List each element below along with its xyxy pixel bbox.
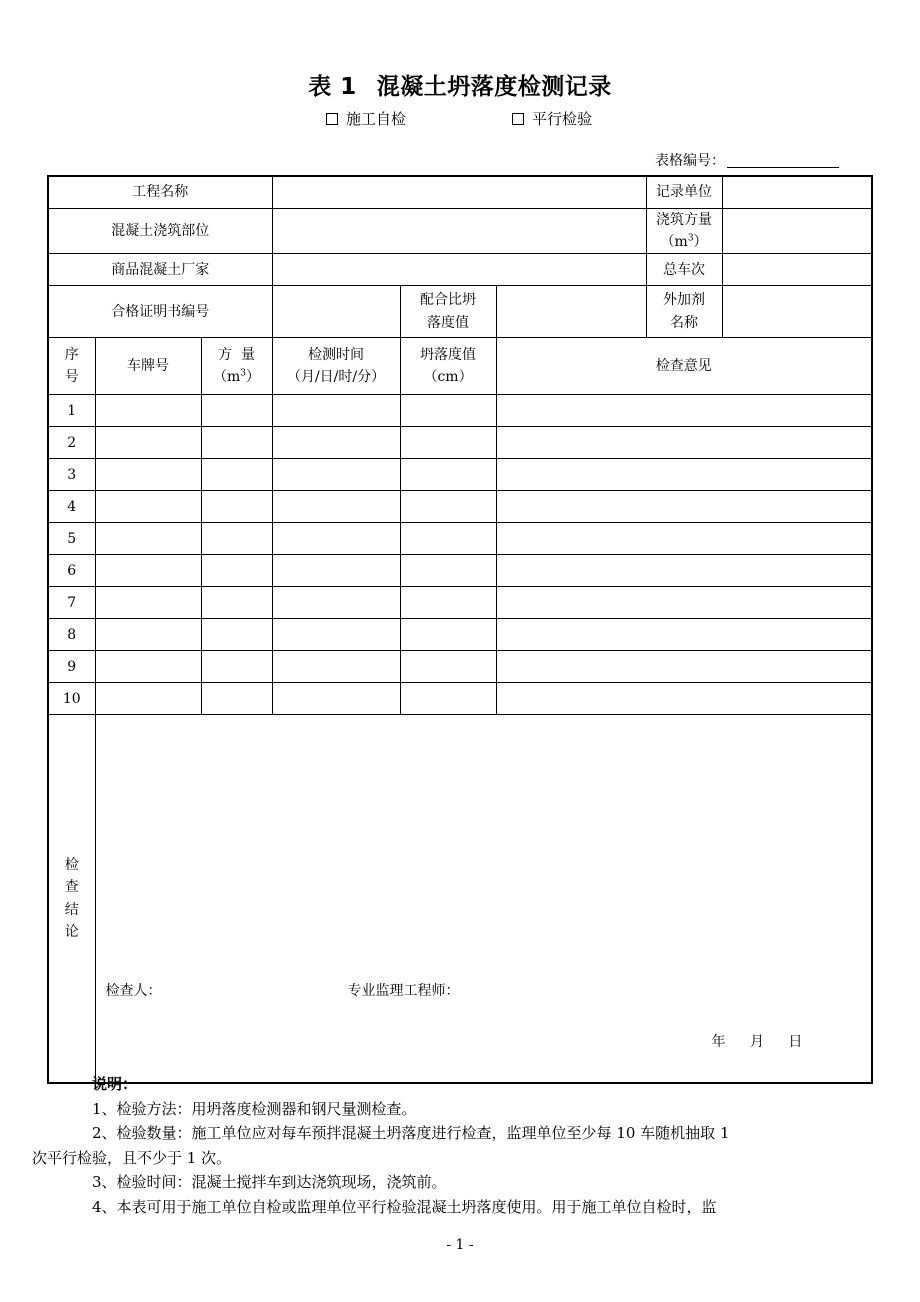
volume-cell[interactable] <box>201 619 272 651</box>
slump-cell[interactable] <box>400 587 496 619</box>
col-slump-line2: （cm） <box>423 369 473 386</box>
conclusion-label-char: 检 <box>64 856 79 873</box>
col-seq-line1: 序 <box>64 346 79 363</box>
row-number: 7 <box>48 587 95 619</box>
pour-volume-text: 浇筑方量（m <box>656 211 713 250</box>
pour-volume-field[interactable] <box>722 208 872 254</box>
table-row <box>48 683 872 715</box>
supervisor-label: 专业监理工程师： <box>347 983 460 1000</box>
col-plate: 车牌号 <box>95 338 201 395</box>
notes-section <box>32 1072 868 1219</box>
plate-cell[interactable] <box>95 427 201 459</box>
conclusion-label-char: 查 <box>64 879 79 896</box>
project-name-field[interactable] <box>272 176 646 208</box>
record-unit-label: 记录单位 <box>646 176 722 208</box>
col-slump <box>400 338 496 395</box>
time-cell[interactable] <box>272 683 400 715</box>
record-unit-field[interactable] <box>722 176 872 208</box>
table-name: 混凝土坍落度检测记录 <box>376 74 612 100</box>
volume-cell[interactable] <box>201 651 272 683</box>
mix-slump-line1: 配合比坍 <box>420 292 477 309</box>
table-row <box>48 491 872 523</box>
row-number: 1 <box>48 395 95 427</box>
opinion-cell[interactable] <box>496 651 872 683</box>
col-seq <box>48 338 95 395</box>
plate-cell[interactable] <box>95 587 201 619</box>
volume-cell[interactable] <box>201 587 272 619</box>
row-number: 9 <box>48 651 95 683</box>
volume-cell[interactable] <box>201 523 272 555</box>
plate-cell[interactable] <box>95 651 201 683</box>
row-number: 10 <box>48 683 95 715</box>
table-row <box>48 427 872 459</box>
admixture-line2: 名称 <box>670 314 699 331</box>
slump-cell[interactable] <box>400 523 496 555</box>
slump-cell[interactable] <box>400 619 496 651</box>
mix-slump-label <box>400 286 496 338</box>
document-title <box>0 68 920 101</box>
pour-location-field[interactable] <box>272 208 646 254</box>
pour-volume-end: ） <box>693 233 708 250</box>
col-volume-sup: 3 <box>240 368 247 379</box>
header-row-certificate <box>48 286 872 338</box>
slump-cell[interactable] <box>400 491 496 523</box>
opinion-cell[interactable] <box>496 619 872 651</box>
col-time <box>272 338 400 395</box>
table-number: 表 1 <box>308 74 357 100</box>
conclusion-label-char: 结 <box>64 901 79 918</box>
certificate-no-label: 合格证明书编号 <box>48 286 272 338</box>
total-trips-field[interactable] <box>722 254 872 286</box>
certificate-no-field[interactable] <box>272 286 400 338</box>
time-cell[interactable] <box>272 395 400 427</box>
inspector-label: 检查人： <box>105 983 162 1000</box>
plate-cell[interactable] <box>95 523 201 555</box>
col-volume-line2 <box>202 366 272 388</box>
table-row <box>48 459 872 491</box>
date-label: 年 月 日 <box>711 1034 803 1051</box>
conclusion-row <box>48 715 872 1083</box>
time-cell[interactable] <box>272 587 400 619</box>
plate-cell[interactable] <box>95 395 201 427</box>
pour-location-label: 混凝土浇筑部位 <box>48 208 272 254</box>
slump-cell[interactable] <box>400 459 496 491</box>
row-number: 4 <box>48 491 95 523</box>
conclusion-field[interactable] <box>95 715 872 1083</box>
note-item: 4、本表可用于施工单位自检或监理单位平行检验混凝土坍落度使用。用于施工单位自检时，监 <box>92 1197 717 1216</box>
col-opinion: 检查意见 <box>496 338 872 395</box>
table-row <box>48 619 872 651</box>
form-number <box>655 150 839 170</box>
conclusion-label <box>48 715 95 1083</box>
col-volume-unit: （m <box>213 369 241 386</box>
row-number: 3 <box>48 459 95 491</box>
opinion-cell[interactable] <box>496 555 872 587</box>
admixture-field[interactable] <box>722 286 872 338</box>
supplier-field[interactable] <box>272 254 646 286</box>
slump-cell[interactable] <box>400 427 496 459</box>
opinion-cell[interactable] <box>496 459 872 491</box>
volume-cell[interactable] <box>201 427 272 459</box>
slump-cell[interactable] <box>400 555 496 587</box>
col-seq-line2: 号 <box>64 369 79 386</box>
notes-heading: 说明： <box>92 1075 138 1093</box>
checkbox-label: 平行检验 <box>532 110 593 128</box>
volume-cell[interactable] <box>201 459 272 491</box>
slump-cell[interactable] <box>400 395 496 427</box>
plate-cell[interactable] <box>95 491 201 523</box>
header-row-location <box>48 208 872 254</box>
row-number: 2 <box>48 427 95 459</box>
opinion-cell[interactable] <box>496 587 872 619</box>
col-volume <box>201 338 272 395</box>
table-row <box>48 587 872 619</box>
time-cell[interactable] <box>272 523 400 555</box>
volume-cell[interactable] <box>201 395 272 427</box>
project-name-label: 工程名称 <box>48 176 272 208</box>
page-number: - 1 - <box>446 1237 474 1253</box>
form-number-label: 表格编号： <box>655 153 725 169</box>
slump-cell[interactable] <box>400 651 496 683</box>
opinion-cell[interactable] <box>496 523 872 555</box>
mix-slump-field[interactable] <box>496 286 646 338</box>
admixture-line1: 外加剂 <box>663 292 706 309</box>
pour-volume-label <box>646 208 722 254</box>
plate-cell[interactable] <box>95 459 201 491</box>
conclusion-label-char: 论 <box>64 923 79 940</box>
opinion-cell[interactable] <box>496 491 872 523</box>
volume-cell[interactable] <box>201 555 272 587</box>
opinion-cell[interactable] <box>496 683 872 715</box>
admixture-label <box>646 286 722 338</box>
col-volume-end: ） <box>246 369 261 386</box>
volume-cell[interactable] <box>201 683 272 715</box>
header-row-supplier <box>48 254 872 286</box>
note-item: 2、检验数量：施工单位应对每车预拌混凝土坍落度进行检查，监理单位至少每 10 车随机抽取 1 <box>92 1124 730 1142</box>
table-row <box>48 523 872 555</box>
row-number: 5 <box>48 523 95 555</box>
plate-cell[interactable] <box>95 619 201 651</box>
table-row <box>48 555 872 587</box>
note-item-continuation: 次平行检验，且不少于 1 次。 <box>32 1148 232 1167</box>
note-item: 3、检验时间：混凝土搅拌车到达浇筑现场，浇筑前。 <box>92 1173 447 1191</box>
checkbox-square-icon[interactable] <box>326 113 338 125</box>
table-row <box>48 395 872 427</box>
total-trips-label: 总车次 <box>646 254 722 286</box>
time-cell[interactable] <box>272 427 400 459</box>
row-number: 6 <box>48 555 95 587</box>
col-time-line1: 检测时间 <box>308 346 365 363</box>
row-number: 8 <box>48 619 95 651</box>
time-cell[interactable] <box>272 459 400 491</box>
table-row <box>48 651 872 683</box>
checkbox-square-icon[interactable] <box>512 113 524 125</box>
time-cell[interactable] <box>272 651 400 683</box>
checkbox-label: 施工自检 <box>346 110 407 128</box>
opinion-cell[interactable] <box>496 395 872 427</box>
checkbox-parallel-inspection[interactable] <box>512 108 592 129</box>
col-slump-line1: 坍落度值 <box>420 346 477 363</box>
note-item: 1、检验方法：用坍落度检测器和钢尺量测检查。 <box>92 1099 417 1118</box>
time-cell[interactable] <box>272 619 400 651</box>
checkbox-self-inspection[interactable] <box>326 108 406 129</box>
pour-volume-sup: 3 <box>687 233 694 244</box>
plate-cell[interactable] <box>95 683 201 715</box>
header-row-project <box>48 176 872 208</box>
volume-cell[interactable] <box>201 491 272 523</box>
slump-cell[interactable] <box>400 683 496 715</box>
slump-record-table <box>47 175 873 1084</box>
plate-cell[interactable] <box>95 555 201 587</box>
col-time-line2: （月/日/时/分） <box>286 369 386 386</box>
supplier-label: 商品混凝土厂家 <box>48 254 272 286</box>
column-header-row <box>48 338 872 395</box>
opinion-cell[interactable] <box>496 427 872 459</box>
time-cell[interactable] <box>272 555 400 587</box>
mix-slump-line2: 落度值 <box>427 314 470 331</box>
form-number-field[interactable] <box>727 153 839 168</box>
time-cell[interactable] <box>272 491 400 523</box>
col-volume-line1: 方 量 <box>218 346 255 363</box>
